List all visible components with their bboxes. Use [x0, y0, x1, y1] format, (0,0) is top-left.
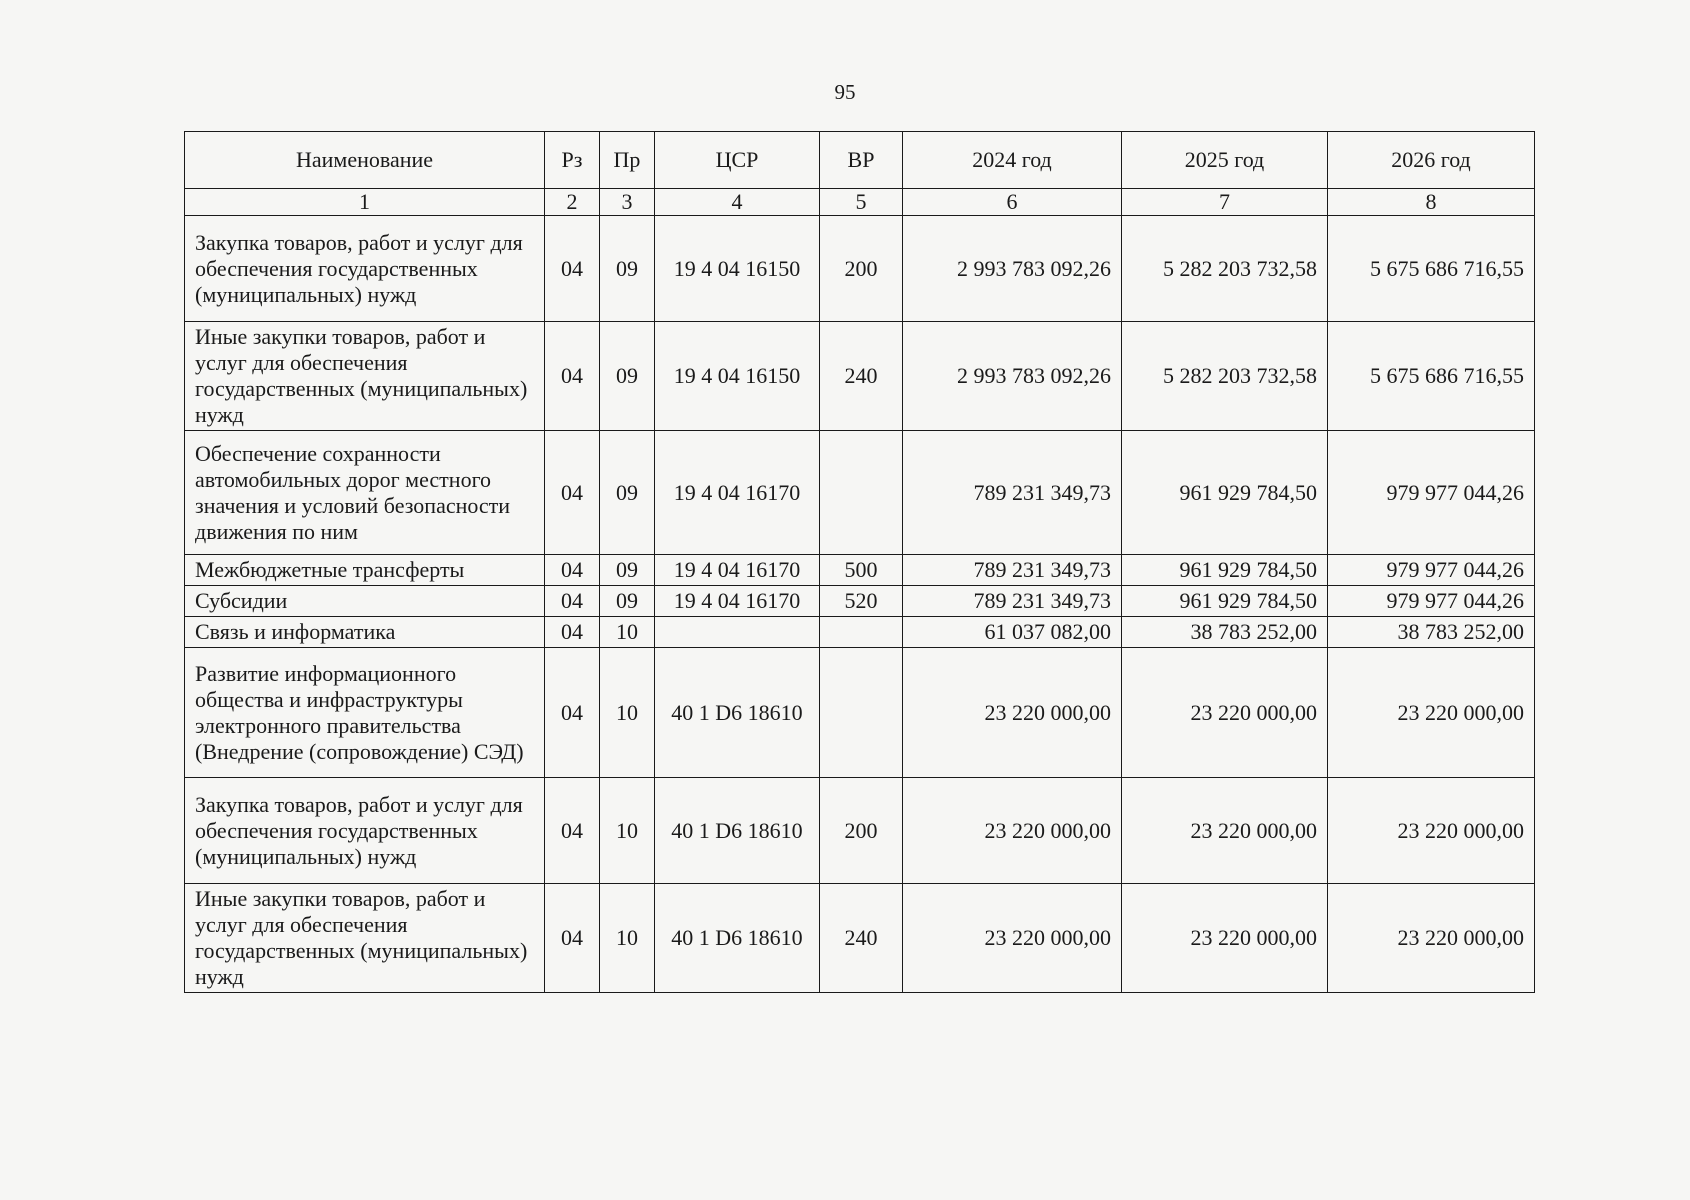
header-vr: ВР: [820, 132, 903, 189]
row-rz: 04: [545, 586, 600, 617]
table-row: [185, 216, 1535, 322]
column-number: 4: [655, 189, 820, 216]
row-name: Связь и информатика: [185, 617, 545, 648]
row-2025: 23 220 000,00: [1122, 778, 1328, 884]
row-pr: 10: [600, 778, 655, 884]
row-2026: 979 977 044,26: [1328, 555, 1535, 586]
row-2024: 61 037 082,00: [903, 617, 1122, 648]
row-rz: 04: [545, 884, 600, 993]
column-number-row: [185, 189, 1535, 216]
row-name: Межбюджетные трансферты: [185, 555, 545, 586]
row-pr: 10: [600, 648, 655, 778]
row-name: Обеспечение сохранности автомобильных дорог местного значения и условий безопасности движения по ним: [185, 431, 545, 555]
row-2025: 23 220 000,00: [1122, 884, 1328, 993]
row-2024: 2 993 783 092,26: [903, 322, 1122, 431]
row-rz: 04: [545, 431, 600, 555]
row-2024: 789 231 349,73: [903, 555, 1122, 586]
row-2024: 23 220 000,00: [903, 778, 1122, 884]
table-row: [185, 431, 1535, 555]
column-number: 3: [600, 189, 655, 216]
row-2025: 961 929 784,50: [1122, 431, 1328, 555]
table-row: [185, 617, 1535, 648]
column-number: 6: [903, 189, 1122, 216]
row-name: Закупка товаров, работ и услуг для обеспечения государственных (муниципальных) нужд: [185, 216, 545, 322]
row-2026: 23 220 000,00: [1328, 778, 1535, 884]
row-name: Иные закупки товаров, работ и услуг для обеспечения государственных (муниципальных) нужд: [185, 322, 545, 431]
row-vr: [820, 617, 903, 648]
header-csr: ЦСР: [655, 132, 820, 189]
row-2024: 2 993 783 092,26: [903, 216, 1122, 322]
row-2024: 23 220 000,00: [903, 648, 1122, 778]
header-row: [185, 132, 1535, 189]
row-pr: 10: [600, 884, 655, 993]
row-rz: 04: [545, 778, 600, 884]
row-name: Закупка товаров, работ и услуг для обеспечения государственных (муниципальных) нужд: [185, 778, 545, 884]
row-name: Субсидии: [185, 586, 545, 617]
row-2026: 23 220 000,00: [1328, 884, 1535, 993]
column-number: 1: [185, 189, 545, 216]
row-rz: 04: [545, 617, 600, 648]
row-csr: 40 1 D6 18610: [655, 648, 820, 778]
row-vr: 240: [820, 884, 903, 993]
row-pr: 10: [600, 617, 655, 648]
row-csr: 40 1 D6 18610: [655, 778, 820, 884]
header-rz: Рз: [545, 132, 600, 189]
table-row: [185, 778, 1535, 884]
table-row: [185, 884, 1535, 993]
row-2025: 23 220 000,00: [1122, 648, 1328, 778]
row-vr: 500: [820, 555, 903, 586]
table-row: [185, 555, 1535, 586]
row-2024: 23 220 000,00: [903, 884, 1122, 993]
row-pr: 09: [600, 322, 655, 431]
row-2024: 789 231 349,73: [903, 431, 1122, 555]
row-2026: 5 675 686 716,55: [1328, 216, 1535, 322]
row-csr: 19 4 04 16170: [655, 431, 820, 555]
row-2026: 979 977 044,26: [1328, 431, 1535, 555]
row-csr: 40 1 D6 18610: [655, 884, 820, 993]
row-vr: 200: [820, 216, 903, 322]
row-rz: 04: [545, 216, 600, 322]
row-vr: [820, 431, 903, 555]
row-csr: [655, 617, 820, 648]
column-number: 2: [545, 189, 600, 216]
column-number: 5: [820, 189, 903, 216]
row-vr: 520: [820, 586, 903, 617]
row-2024: 789 231 349,73: [903, 586, 1122, 617]
row-2025: 5 282 203 732,58: [1122, 216, 1328, 322]
row-2026: 5 675 686 716,55: [1328, 322, 1535, 431]
row-vr: [820, 648, 903, 778]
row-pr: 09: [600, 555, 655, 586]
row-pr: 09: [600, 431, 655, 555]
row-2026: 38 783 252,00: [1328, 617, 1535, 648]
row-csr: 19 4 04 16150: [655, 322, 820, 431]
row-csr: 19 4 04 16170: [655, 555, 820, 586]
row-csr: 19 4 04 16170: [655, 586, 820, 617]
row-2025: 961 929 784,50: [1122, 555, 1328, 586]
header-name: Наименование: [185, 132, 545, 189]
row-name: Иные закупки товаров, работ и услуг для обеспечения государственных (муниципальных) нужд: [185, 884, 545, 993]
row-2025: 38 783 252,00: [1122, 617, 1328, 648]
row-2025: 5 282 203 732,58: [1122, 322, 1328, 431]
row-rz: 04: [545, 648, 600, 778]
row-pr: 09: [600, 586, 655, 617]
budget-table: [184, 131, 1535, 993]
table-row: [185, 586, 1535, 617]
row-vr: 200: [820, 778, 903, 884]
page-number: 95: [834, 80, 856, 104]
column-number: 8: [1328, 189, 1535, 216]
header-2024: 2024 год: [903, 132, 1122, 189]
header-2026: 2026 год: [1328, 132, 1535, 189]
header-pr: Пр: [600, 132, 655, 189]
row-2026: 23 220 000,00: [1328, 648, 1535, 778]
row-csr: 19 4 04 16150: [655, 216, 820, 322]
row-rz: 04: [545, 555, 600, 586]
row-rz: 04: [545, 322, 600, 431]
table-row: [185, 322, 1535, 431]
column-number: 7: [1122, 189, 1328, 216]
row-vr: 240: [820, 322, 903, 431]
row-pr: 09: [600, 216, 655, 322]
row-name: Развитие информационного общества и инфраструктуры электронного правительства (Внедрение (сопровождение) СЭД): [185, 648, 545, 778]
header-2025: 2025 год: [1122, 132, 1328, 189]
table-row: [185, 648, 1535, 778]
row-2026: 979 977 044,26: [1328, 586, 1535, 617]
row-2025: 961 929 784,50: [1122, 586, 1328, 617]
